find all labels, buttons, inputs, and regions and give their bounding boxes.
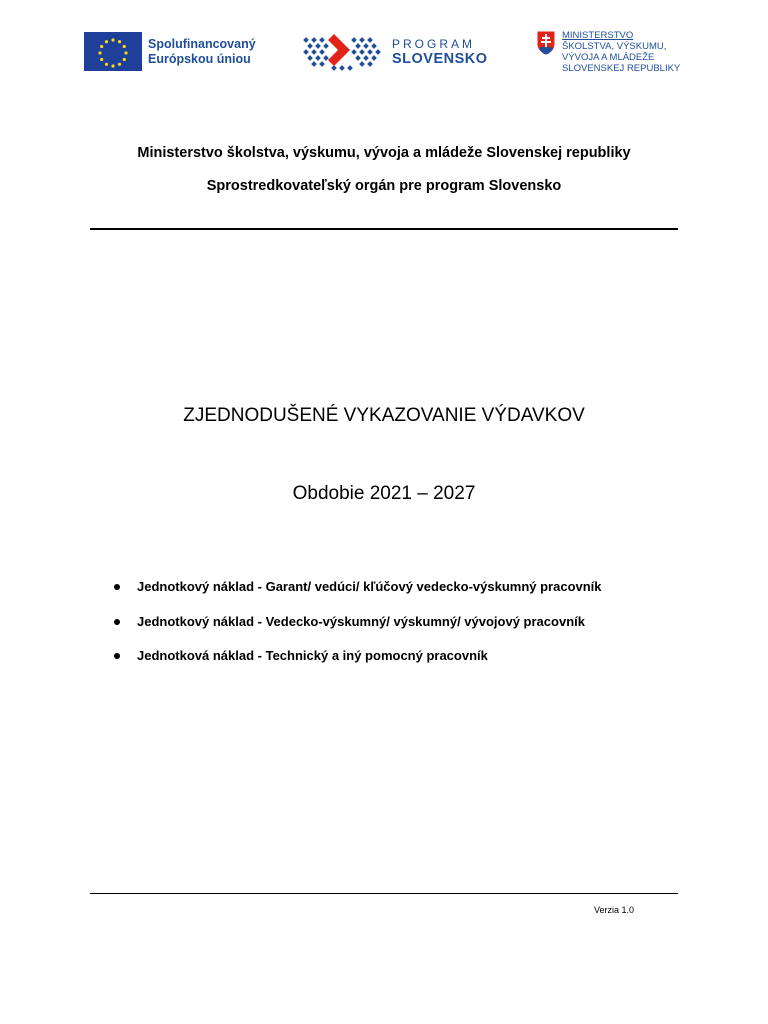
footer-divider bbox=[90, 893, 678, 894]
list-item bbox=[114, 579, 694, 614]
ministry-logo-line4: SLOVENSKEJ REPUBLIKY bbox=[562, 63, 681, 74]
header-divider bbox=[90, 228, 678, 230]
ministry-logo-line2: ŠKOLSTVA, VÝSKUMU, bbox=[562, 41, 667, 52]
version-label: Verzia 1.0 bbox=[593, 905, 634, 915]
coat-of-arms-icon bbox=[536, 30, 556, 56]
unit-cost-list bbox=[114, 579, 694, 683]
header-ministry-name: Ministerstvo školstva, výskumu, vývoja a mládeže Slovenskej republiky bbox=[137, 145, 631, 161]
program-slovensko-text bbox=[392, 37, 488, 68]
eu-logo-text bbox=[148, 37, 256, 67]
bullet-icon bbox=[114, 619, 120, 625]
eu-logo-line1: Spolufinancovaný bbox=[148, 36, 256, 51]
bullet-icon bbox=[114, 653, 120, 659]
program-slovensko-mark-icon bbox=[300, 30, 384, 74]
slovensko-label: SLOVENSKO bbox=[392, 50, 488, 67]
list-item-text: Jednotková náklad - Technický a iný pomocný pracovník bbox=[137, 648, 488, 663]
eu-logo-line2: Európskou úniou bbox=[148, 51, 251, 66]
document-period: Obdobie 2021 – 2027 bbox=[292, 483, 476, 504]
list-item-text: Jednotkový náklad - Garant/ vedúci/ kľúčový vedecko-výskumný pracovník bbox=[137, 579, 602, 594]
ministry-logo bbox=[536, 30, 680, 74]
logo-bar bbox=[84, 28, 684, 80]
eu-flag-icon bbox=[84, 32, 142, 71]
ministry-logo-text bbox=[562, 30, 680, 74]
eu-logo bbox=[84, 32, 256, 71]
ministry-logo-line3: VÝVOJA A MLÁDEŽE bbox=[562, 52, 655, 63]
document-title: ZJEDNODUŠENÉ VYKAZOVANIE VÝDAVKOV bbox=[183, 405, 585, 426]
header-intermediate-body: Sprostredkovateľský orgán pre program Slovensko bbox=[206, 178, 562, 194]
list-item bbox=[114, 648, 694, 683]
ministry-logo-line1: MINISTERSTVO bbox=[562, 30, 634, 41]
program-label: PROGRAM bbox=[392, 36, 476, 51]
program-slovensko-logo bbox=[300, 30, 488, 74]
list-item-text: Jednotkový náklad - Vedecko-výskumný/ výskumný/ vývojový pracovník bbox=[137, 613, 585, 629]
bullet-icon bbox=[114, 584, 120, 590]
list-item bbox=[114, 614, 694, 649]
